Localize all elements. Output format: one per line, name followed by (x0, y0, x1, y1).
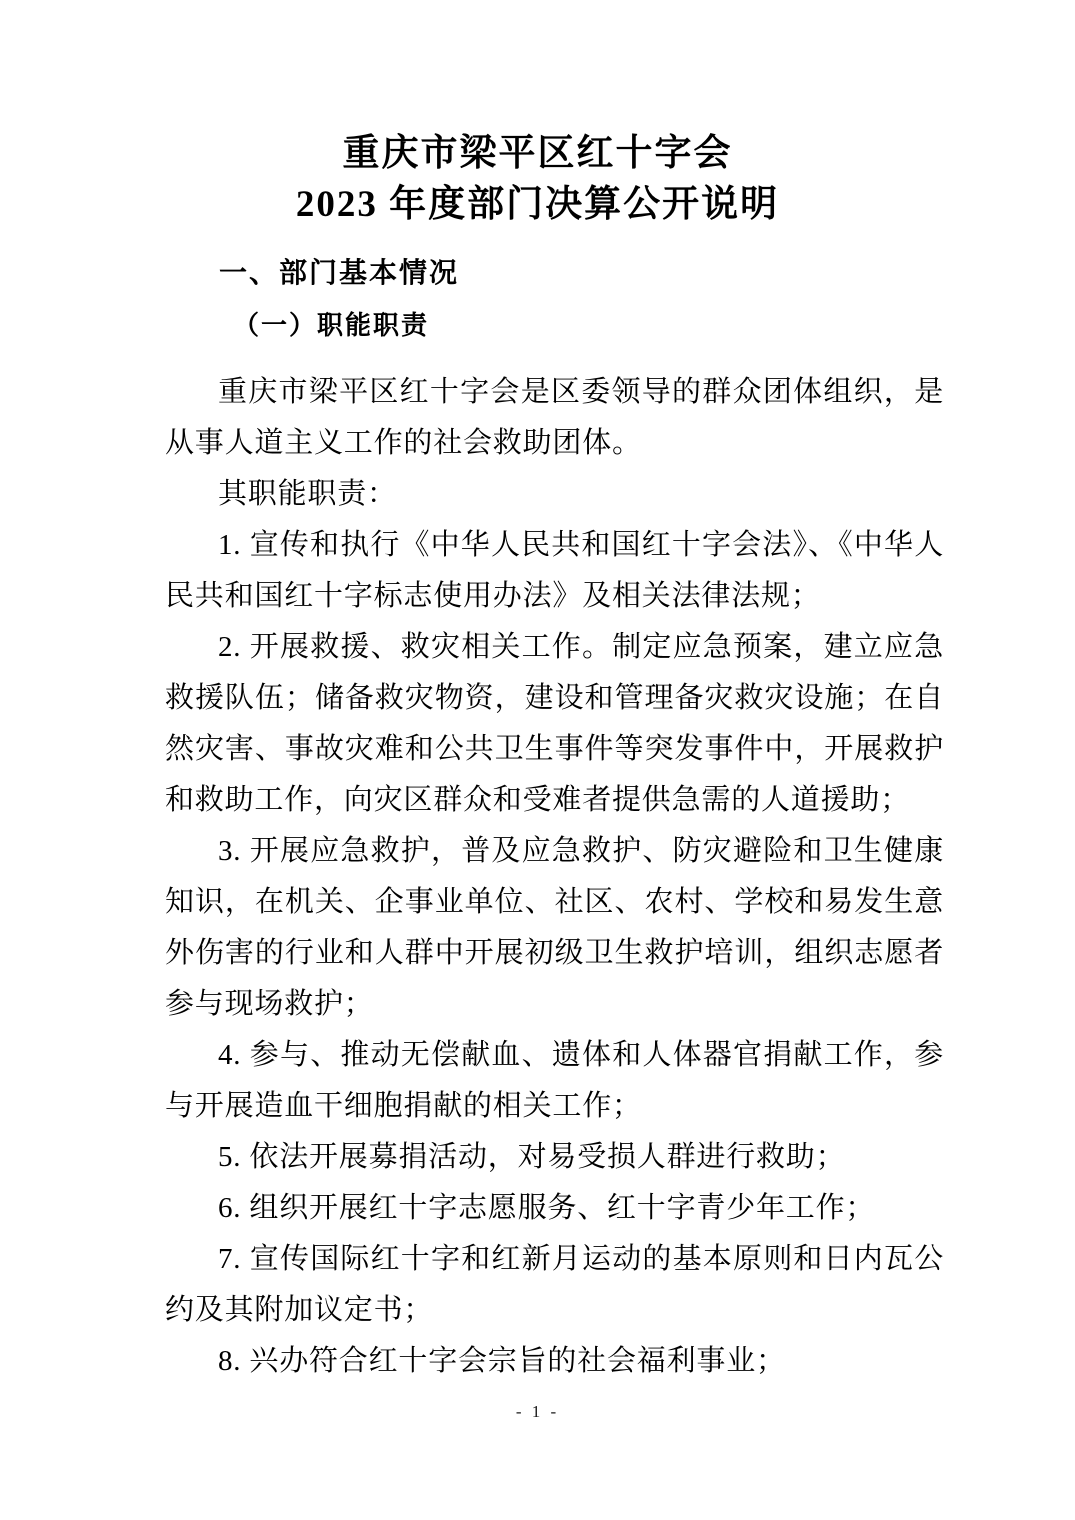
paragraph-duty-3: 3. 开展应急救护，普及应急救护、防灾避险和卫生健康知识，在机关、企事业单位、社区、农村、学校和易发生意外伤害的行业和人群中开展初级卫生救护培训，组织志愿者参与现场救护； (165, 835, 944, 1020)
paragraph-intro: 重庆市梁平区红十字会是区委领导的群众团体组织，是从事人道主义工作的社会救助团体。 (165, 376, 944, 459)
paragraph-duty-1: 1. 宣传和执行《中华人民共和国红十字会法》、《中华人民共和国红十字标志使用办法》及相关法律法规； (165, 529, 944, 612)
paragraph-duty-4: 4. 参与、推动无偿献血、遗体和人体器官捐献工作，参与开展造血干细胞捐献的相关工作； (165, 1039, 944, 1122)
document-title-line1: 重庆市梁平区红十字会 (342, 133, 733, 174)
paragraph-duties-label: 其职能职责： (218, 478, 397, 510)
document-title-line2: 2023 年度部门决算公开说明 (295, 184, 780, 225)
document-content (0, 254, 1075, 1387)
paragraph-duty-5: 5. 依法开展募捐活动，对易受损人群进行救助； (218, 1141, 846, 1173)
paragraph-duty-7: 7. 宣传国际红十字和红新月运动的基本原则和日内瓦公约及其附加议定书； (165, 1243, 944, 1326)
subsection-heading: （一）职能职责 (233, 311, 430, 340)
paragraph-duty-2: 2. 开展救援、救灾相关工作。制定应急预案，建立应急救援队伍；储备救灾物资，建设和管理备灾救灾设施；在自然灾害、事故灾难和公共卫生事件等突发事件中，开展救护和救助工作，向灾区群众和受难者提供急需的人道援助； (165, 631, 944, 816)
section-heading: 一、部门基本情况 (219, 257, 460, 288)
paragraph-duty-6: 6. 组织开展红十字志愿服务、红十字青少年工作； (218, 1192, 876, 1224)
page-number: - 1 - (515, 1402, 560, 1421)
document-title-block (0, 0, 1075, 230)
body-text (165, 367, 944, 1387)
paragraph-duty-8: 8. 兴办符合红十字会宗旨的社会福利事业； (218, 1345, 786, 1377)
